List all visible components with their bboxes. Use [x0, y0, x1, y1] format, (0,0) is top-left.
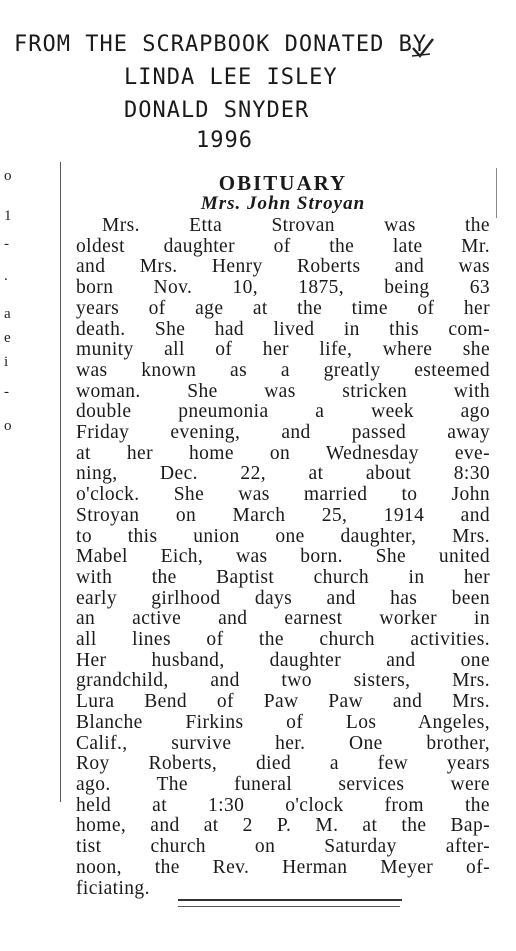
- body-line: all lines of the church activities.: [76, 629, 490, 651]
- body-line: ficiating.: [76, 877, 150, 899]
- body-line: to this union one daughter, Mrs.: [76, 525, 490, 547]
- body-line: held at 1:30 o'clock from the: [76, 794, 490, 816]
- fragment-char: o: [4, 418, 12, 434]
- body-line: oldest daughter of the late Mr.: [76, 235, 490, 257]
- fragment-char: -: [4, 236, 9, 252]
- body-line: death. She had lived in this com-: [76, 318, 490, 340]
- header-donated-by: FROM THE SCRAPBOOK DONATED BY: [14, 32, 428, 57]
- header-year: 1996: [196, 128, 253, 153]
- obituary-body: [76, 216, 490, 899]
- body-line: Calif., survive her. One brother,: [76, 732, 490, 754]
- fragment-char: i: [4, 354, 9, 370]
- header-donor-name-2: DONALD SNYDER: [124, 98, 310, 123]
- body-line: was known as a greatly esteemed: [76, 359, 490, 381]
- body-line: with the Baptist church in her: [76, 566, 490, 588]
- fragment-char: o: [4, 168, 12, 184]
- column-rule-left: [60, 162, 61, 802]
- body-line: at her home on Wednesday eve-: [76, 442, 490, 464]
- body-line: born Nov. 10, 1875, being 63: [76, 277, 490, 299]
- obituary-byline: Mrs. John Stroyan: [200, 193, 366, 214]
- body-line: Mabel Eich, was born. She united: [76, 546, 490, 568]
- body-line: o'clock. She was married to John: [76, 484, 490, 506]
- body-line: Her husband, daughter and one: [76, 649, 490, 671]
- body-line: Blanche Firkins of Los Angeles,: [76, 711, 490, 733]
- body-line: Roy Roberts, died a few years: [76, 753, 490, 775]
- body-line: and Mrs. Henry Roberts and was: [76, 256, 490, 278]
- body-line: Lura Bend of Paw Paw and Mrs.: [76, 691, 490, 713]
- body-line: ago. The funeral services were: [76, 773, 490, 795]
- obituary-title: OBITUARY: [218, 171, 348, 195]
- handwritten-check-mark: [410, 36, 436, 60]
- body-line: noon, the Rev. Herman Meyer of-: [76, 856, 490, 878]
- body-line: tist church on Saturday after-: [76, 836, 490, 858]
- body-line: home, and at 2 P. M. at the Bap-: [76, 815, 490, 837]
- body-line: Friday evening, and passed away: [76, 422, 490, 444]
- fragment-char: -: [4, 384, 9, 400]
- fragment-char: e: [4, 330, 11, 346]
- body-line: ning, Dec. 22, at about 8:30: [76, 463, 490, 485]
- body-line: an active and earnest worker in: [76, 608, 490, 630]
- body-line: munity all of her life, where she: [76, 339, 490, 361]
- body-line: Mrs. Etta Strovan was the: [102, 215, 490, 236]
- body-line: early girlhood days and has been: [76, 587, 490, 609]
- header-donor-name-1: LINDA LEE ISLEY: [124, 65, 338, 90]
- body-line: years of age at the time of her: [76, 297, 490, 319]
- article-end-rule: [178, 899, 402, 901]
- article-end-rule-thin: [178, 906, 400, 907]
- body-line: Stroyan on March 25, 1914 and: [76, 504, 490, 526]
- fragment-char: 1: [4, 208, 12, 224]
- obituary-clipping: [76, 172, 490, 899]
- column-rule-right: [496, 168, 497, 218]
- body-line: grandchild, and two sisters, Mrs.: [76, 670, 490, 692]
- fragment-char: a: [4, 306, 11, 322]
- fragment-char: .: [4, 268, 8, 284]
- body-line: double pneumonia a week ago: [76, 401, 490, 423]
- body-line: woman. She was stricken with: [76, 380, 490, 402]
